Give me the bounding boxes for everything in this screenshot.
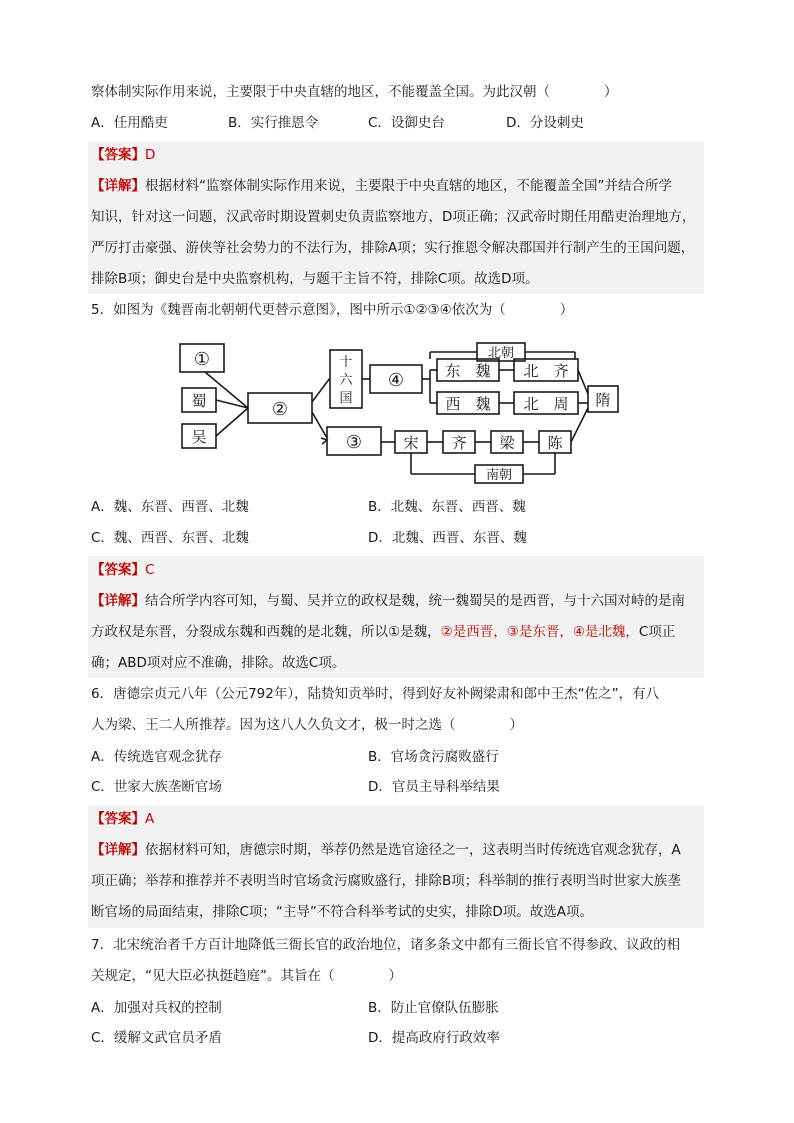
q6-option-d: D．官员主导科举结果: [368, 779, 500, 795]
label-liang: 梁: [499, 434, 515, 452]
detail-text: [91, 622, 675, 642]
detail-text-highlight: ②是西晋，③是东晋，④是北魏，: [440, 624, 639, 640]
q6-option-c: C．世家大族垄断官场: [91, 779, 222, 795]
q4-option-a: A．任用酷吏: [91, 115, 168, 131]
q5-answer-block: [88, 556, 704, 678]
dynasty-succession-diagram: [175, 330, 620, 485]
q7-option-d: D．提高政府行政效率: [368, 1030, 500, 1046]
label-sui: 隋: [595, 391, 611, 409]
q7-option-c: C．缓解文武官员矛盾: [91, 1030, 222, 1046]
q4-answer-line: [91, 145, 155, 165]
label-3: ③: [345, 432, 363, 453]
label-song: 宋: [403, 434, 419, 452]
detail-tag: 【详解】: [91, 842, 145, 858]
label-sixteen-2: 六: [339, 373, 353, 388]
q5-option-b: B．北魏、东晋、西晋、魏: [368, 499, 526, 515]
q4-option-b: B．实行推恩令: [228, 115, 319, 131]
detail-text: 依据材料可知，唐德宗时期，举荐仍然是选官途径之一，这表明当时传统选官观念犹存，A: [145, 842, 681, 858]
detail-text: 结合所学内容可知，与蜀、吴并立的政权是魏，统一魏蜀吴的是西晋，与十六国对峙的是南: [145, 593, 685, 609]
detail-tag: 【详解】: [91, 178, 145, 194]
q5-stem: 5．如图为《魏晋南北朝朝代更替示意图》，图中所示①②③④依次为（ ）: [91, 302, 574, 318]
label-4: ④: [387, 370, 405, 391]
q4-answer-block: [88, 141, 704, 294]
label-sixteen-1: 十: [339, 355, 353, 370]
q5-option-c: C．魏、西晋、东晋、北魏: [91, 530, 249, 546]
label-1: ①: [193, 349, 211, 370]
q5-detail-line: [91, 591, 685, 611]
label-beichao: 北朝: [487, 346, 515, 361]
q7-option-b: B．防止官僚队伍膨胀: [368, 1000, 499, 1016]
label-beizhou: 北 周: [523, 395, 569, 413]
answer-value: D: [145, 147, 156, 163]
q6-option-b: B．官场贪污腐败盛行: [368, 749, 499, 765]
q5-option-d: D．北魏、西晋、东晋、魏: [368, 530, 527, 546]
q4-detail-line: [91, 176, 672, 196]
q4-option-d: D．分设刺史: [506, 115, 584, 131]
q6-stem-line: 6．唐德宗贞元八年（公元792年），陆贽知贡举时，得到好友补阙梁肃和郎中王杰“佐之”，有八: [91, 686, 660, 702]
q7-stem-line: 关规定，“见大臣必执挺趋庭”。其旨在（ ）: [91, 968, 402, 984]
detail-text: 严厉打击豪强、游侠等社会势力的不法行为，排除A项；实行推恩令解决郡国并行制产生的王国问题，: [91, 240, 695, 256]
label-nanchao: 南朝: [485, 468, 513, 483]
detail-text: 确；ABD项对应不准确，排除。故选C项。: [91, 655, 346, 671]
answer-tag: 【答案】: [91, 811, 145, 827]
detail-text: 知识，针对这一问题，汉武帝时期设置刺史负责监察地方，D项正确；汉武帝时期任用酷吏治理地方，: [91, 209, 696, 225]
label-xiwei: 西 魏: [445, 395, 491, 413]
label-shu: 蜀: [191, 392, 207, 410]
q4-stem-line: 察体制实际作用来说，主要限于中央直辖的地区，不能覆盖全国。为此汉朝（ ）: [91, 84, 618, 100]
q6-answer-line: [91, 809, 154, 829]
detail-text: 断官场的局面结束，排除C项；“主导”不符合科举考试的史实，排除D项。故选A项。: [91, 904, 594, 920]
detail-text: 项正确；举荐和推荐并不表明当时官场贪污腐败盛行，排除B项；科举制的推行表明当时世家大族垄: [91, 873, 681, 889]
q4-option-c: C．设御史台: [368, 115, 445, 131]
label-dongwei: 东 魏: [445, 362, 491, 380]
answer-tag: 【答案】: [91, 562, 145, 578]
detail-text-part: 方政权是东晋，分裂成东魏和西魏的是北魏，所以①是魏，: [91, 624, 441, 640]
q6-stem-line: 人为梁、王二人所推荐。因为这八人久负文才，极一时之选（ ）: [91, 717, 523, 733]
label-sixteen-3: 国: [339, 391, 353, 406]
answer-value: C: [145, 562, 155, 578]
detail-tag: 【详解】: [91, 593, 145, 609]
q6-option-a: A．传统选官观念犹存: [91, 749, 222, 765]
label-2: ②: [271, 399, 289, 420]
q6-answer-block: [88, 805, 704, 928]
label-chen: 陈: [547, 434, 563, 452]
q7-option-a: A．加强对兵权的控制: [91, 1000, 222, 1016]
label-beiqi: 北 齐: [523, 362, 569, 380]
answer-value: A: [145, 811, 155, 827]
q5-option-a: A．魏、东晋、西晋、北魏: [91, 499, 249, 515]
q6-detail-line: [91, 840, 681, 860]
detail-text-part: C项正: [638, 624, 676, 640]
label-wu: 吴: [191, 428, 207, 446]
q7-stem-line: 7．北宋统治者千方百计地降低三衙长官的政治地位，诸多条文中都有三衙长官不得参政、议政的相: [91, 937, 681, 953]
label-qi: 齐: [451, 434, 467, 452]
answer-tag: 【答案】: [91, 147, 145, 163]
q5-answer-line: [91, 560, 154, 580]
detail-text: 排除B项；御史台是中央监察机构，与题干主旨不符，排除C项。故选D项。: [91, 271, 539, 287]
detail-text: 根据材料“监察体制实际作用来说，主要限于中央直辖的地区，不能覆盖全国”并结合所学: [145, 178, 672, 194]
